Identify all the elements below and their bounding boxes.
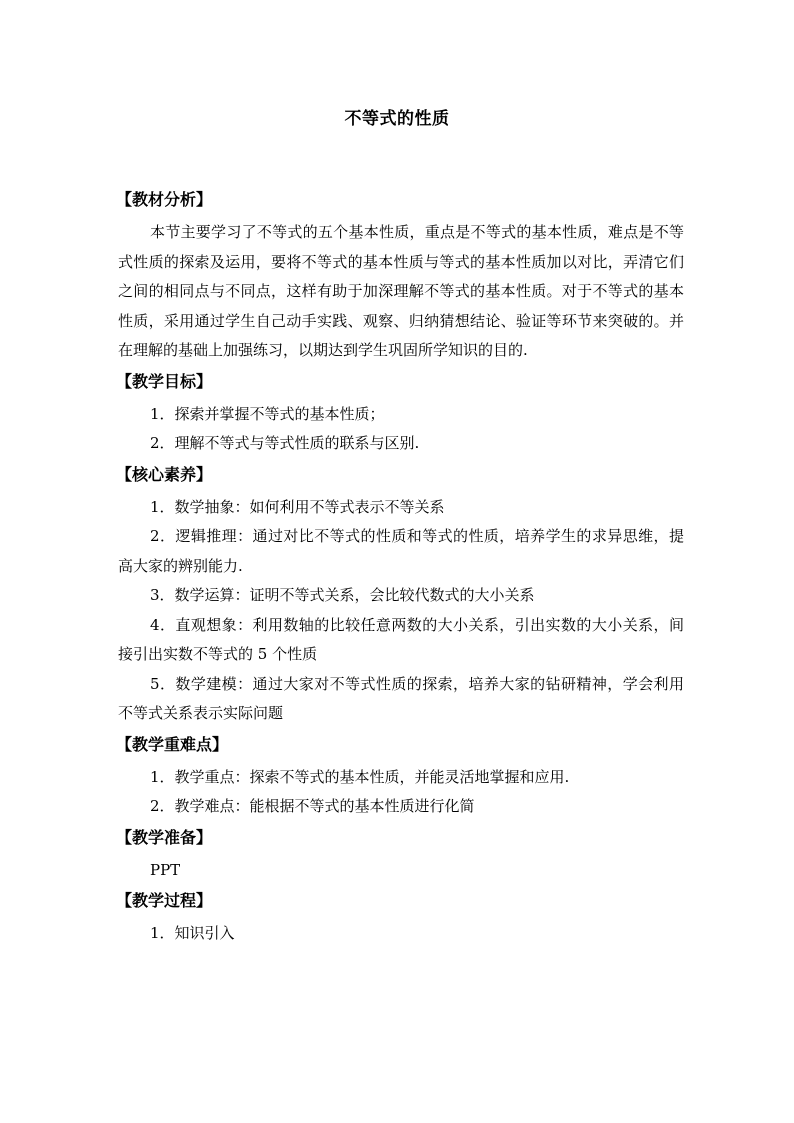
section-heading-keypoints: 【教学重难点】 <box>116 734 229 754</box>
section-heading-process: 【教学过程】 <box>116 891 213 910</box>
literacy-item: 2．逻辑推理：通过对比不等式的性质和等式的性质，培养学生的求异思维，提高大家的辨别能力. <box>118 527 684 575</box>
keypoint-item: 2．教学难点：能根据不等式的基本性质进行化简 <box>150 797 475 815</box>
process-item: 1．知识引入 <box>150 924 235 942</box>
analysis-paragraph: 本节主要学习了不等式的五个基本性质，重点是不等式的基本性质，难点是不等式性质的探索及运用，要将不等式的基本性质与等式的基本性质加以对比，弄清它们之间的相同点与不同点，这样有助于加深理解不等式的基本性质。对于不等式的基本性质，采用通过学生自己动手实践、观察、归纳猜想结论、验证等环节来突破的。并在理解的基础上加强练习，以期达到学生巩固所学知识的目的. <box>118 223 684 359</box>
objective-item: 2．理解不等式与等式性质的联系与区别. <box>150 434 420 452</box>
objective-item: 1．探索并掌握不等式的基本性质； <box>150 404 385 423</box>
document-body <box>118 188 684 949</box>
literacy-item: 1．数学抽象：如何利用不等式表示不等关系 <box>150 497 445 516</box>
literacy-item: 5．数学建模：通过大家对不等式性质的探索，培养大家的钻研精神，学会利用不等式关系表示实际问题 <box>118 674 684 722</box>
keypoint-item: 1．教学重点：探索不等式的基本性质，并能灵活地掌握和应用. <box>150 767 570 786</box>
section-heading-preparation: 【教学准备】 <box>116 827 213 847</box>
section-heading-analysis: 【教材分析】 <box>116 190 213 209</box>
section-heading-objectives: 【教学目标】 <box>116 371 213 391</box>
literacy-item: 3．数学运算：证明不等式关系，会比较代数式的大小关系 <box>150 586 535 604</box>
literacy-item: 4．直观想象：利用数轴的比较任意两数的大小关系，引出实数的大小关系，间接引出实数不等式的 5 个性质 <box>118 615 684 663</box>
document-title: 不等式的性质 <box>344 109 450 129</box>
section-heading-literacy: 【核心素养】 <box>116 464 213 484</box>
preparation-text: PPT <box>150 860 181 879</box>
